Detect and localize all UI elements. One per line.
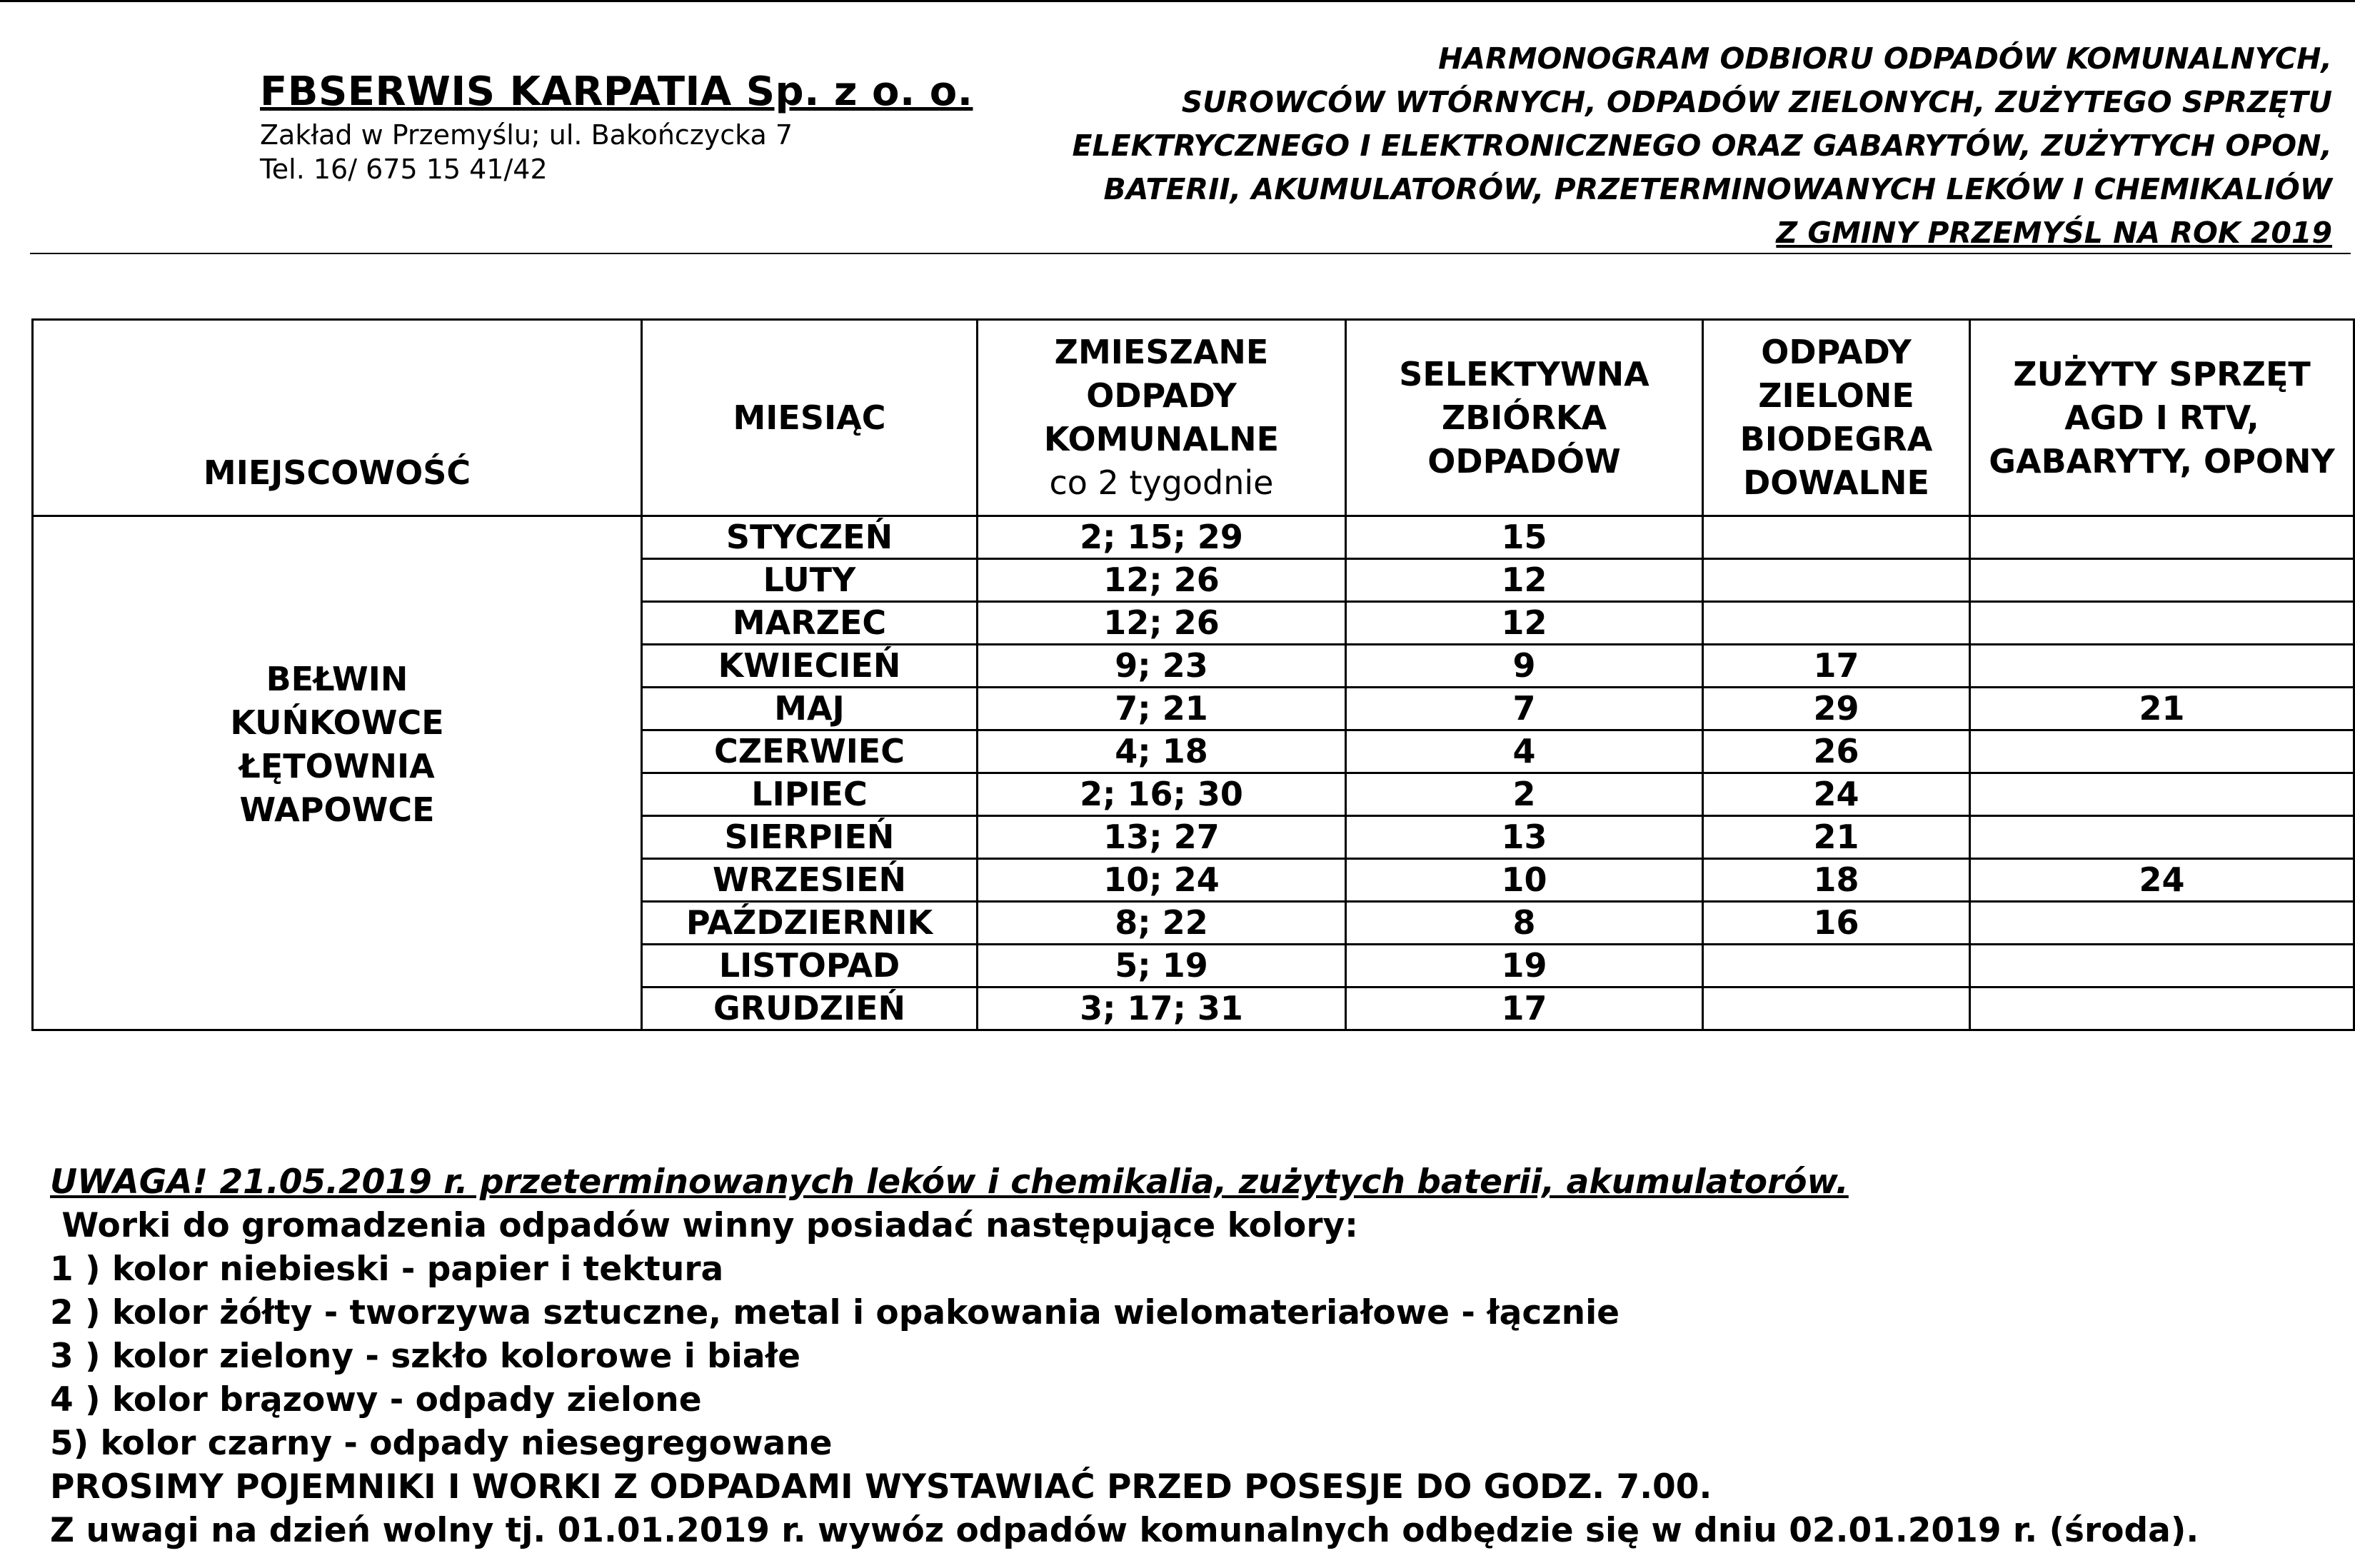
mixed-cell: 2; 16; 30	[978, 773, 1346, 816]
table-row	[33, 516, 2354, 559]
selective-cell: 12	[1346, 602, 1703, 645]
header-mixed-frequency: co 2 tygodnie	[1049, 463, 1274, 502]
bulky-cell	[1970, 730, 2354, 773]
warning-note: UWAGA! 21.05.2019 r. przeterminowanych leków i chemikalia, zużytych baterii, akumulatorów.	[50, 1162, 1849, 1202]
green-cell	[1703, 516, 1970, 559]
header-selective-line: SELEKTYWNA	[1399, 354, 1649, 393]
green-cell: 16	[1703, 902, 1970, 945]
month-cell: LIPIEC	[642, 773, 978, 816]
request-note: PROSIMY POJEMNIKI I WORKI Z ODPADAMI WYSTAWIAĆ PRZED POSESJE DO GODZ. 7.00.	[50, 1467, 1712, 1507]
month-cell: WRZESIEŃ	[642, 859, 978, 902]
green-cell	[1703, 559, 1970, 602]
month-cell: MARZEC	[642, 602, 978, 645]
header-bulky	[1970, 320, 2354, 516]
selective-cell: 10	[1346, 859, 1703, 902]
header-mixed-line: ODPADY	[1086, 376, 1237, 415]
selective-cell: 8	[1346, 902, 1703, 945]
schedule-table	[31, 318, 2355, 1031]
header-green-line: ODPADY	[1761, 333, 1912, 371]
header-selective	[1346, 320, 1703, 516]
town-name: BEŁWIN	[266, 659, 408, 698]
green-cell: 18	[1703, 859, 1970, 902]
header-mixed-line: ZMIESZANE	[1054, 333, 1269, 371]
green-cell: 24	[1703, 773, 1970, 816]
bulky-cell	[1970, 602, 2354, 645]
bulky-cell	[1970, 816, 2354, 859]
bag-color-item: 3 ) kolor zielony - szkło kolorowe i białe	[50, 1337, 800, 1376]
bags-intro: Worki do gromadzenia odpadów winny posiadać następujące kolory:	[50, 1206, 1358, 1245]
month-cell: SIERPIEŃ	[642, 816, 978, 859]
mixed-cell: 9; 23	[978, 645, 1346, 688]
title-line-year: Z GMINY PRZEMYŚL NA ROK 2019	[1776, 216, 2332, 250]
header-mixed	[978, 320, 1346, 516]
header-town: MIEJSCOWOŚĆ	[33, 320, 642, 516]
bulky-cell: 21	[1970, 688, 2354, 730]
green-cell	[1703, 987, 1970, 1030]
selective-cell: 19	[1346, 945, 1703, 987]
mixed-cell: 4; 18	[978, 730, 1346, 773]
separator-line	[30, 253, 2351, 254]
month-cell: KWIECIEŃ	[642, 645, 978, 688]
bulky-cell	[1970, 902, 2354, 945]
mixed-cell: 8; 22	[978, 902, 1346, 945]
title-line: BATERII, AKUMULATORÓW, PRZETERMINOWANYCH LEKÓW I CHEMIKALIÓW	[1103, 172, 2332, 206]
town-name: WAPOWCE	[239, 790, 435, 829]
month-cell: LUTY	[642, 559, 978, 602]
selective-cell: 4	[1346, 730, 1703, 773]
title-line: ELEKTRYCZNEGO I ELEKTRONICZNEGO ORAZ GABARYTÓW, ZUŻYTYCH OPON,	[1072, 129, 2332, 163]
header-selective-line: ZBIÓRKA	[1441, 398, 1607, 437]
notes-block	[50, 1160, 2199, 1552]
green-cell: 17	[1703, 645, 1970, 688]
bulky-cell	[1970, 773, 2354, 816]
mixed-cell: 2; 15; 29	[978, 516, 1346, 559]
month-cell: LISTOPAD	[642, 945, 978, 987]
mixed-cell: 12; 26	[978, 602, 1346, 645]
company-phone: Tel. 16/ 675 15 41/42	[260, 154, 548, 185]
bulky-cell	[1970, 987, 2354, 1030]
month-cell: STYCZEŃ	[642, 516, 978, 559]
bag-color-item: 4 ) kolor brązowy - odpady zielone	[50, 1380, 702, 1419]
mixed-cell: 13; 27	[978, 816, 1346, 859]
header-selective-line: ODPADÓW	[1427, 441, 1621, 481]
holiday-note: Z uwagi na dzień wolny tj. 01.01.2019 r. wywóz odpadów komunalnych odbędzie się w dniu 02.01.2019 r. (środa).	[50, 1511, 2199, 1550]
mixed-cell: 10; 24	[978, 859, 1346, 902]
title-line: SUROWCÓW WTÓRNYCH, ODPADÓW ZIELONYCH, ZUŻYTEGO SPRZĘTU	[1181, 85, 2332, 119]
bulky-cell: 24	[1970, 859, 2354, 902]
header-bulky-line: ZUŻYTY SPRZĘT	[2013, 354, 2311, 393]
bulky-cell	[1970, 559, 2354, 602]
green-cell	[1703, 602, 1970, 645]
bulky-cell	[1970, 945, 2354, 987]
header-green-line: BIODEGRA	[1739, 420, 1933, 458]
header-bulky-line: GABARYTY, OPONY	[1989, 441, 2335, 481]
mixed-cell: 12; 26	[978, 559, 1346, 602]
bag-color-item: 2 ) kolor żółty - tworzywa sztuczne, metal i opakowania wielomateriałowe - łącznie	[50, 1293, 1620, 1332]
green-cell: 26	[1703, 730, 1970, 773]
selective-cell: 7	[1346, 688, 1703, 730]
table-header-row	[33, 320, 2354, 516]
top-border-line	[0, 0, 2355, 2]
header-green-line: ZIELONE	[1758, 376, 1914, 415]
document-title	[1033, 37, 2332, 255]
month-cell: MAJ	[642, 688, 978, 730]
town-name: ŁĘTOWNIA	[239, 746, 435, 785]
company-block	[260, 69, 973, 185]
mixed-cell: 7; 21	[978, 688, 1346, 730]
month-cell: GRUDZIEŃ	[642, 987, 978, 1030]
header-month: MIESIĄC	[642, 320, 978, 516]
towns-cell	[33, 516, 642, 1030]
selective-cell: 12	[1346, 559, 1703, 602]
green-cell: 29	[1703, 688, 1970, 730]
header-bulky-line: AGD I RTV,	[2064, 398, 2259, 437]
mixed-cell: 5; 19	[978, 945, 1346, 987]
company-address: Zakład w Przemyślu; ul. Bakończycka 7	[260, 119, 793, 151]
town-name: KUŃKOWCE	[230, 703, 444, 742]
selective-cell: 17	[1346, 987, 1703, 1030]
mixed-cell: 3; 17; 31	[978, 987, 1346, 1030]
selective-cell: 2	[1346, 773, 1703, 816]
company-name: FBSERWIS KARPATIA Sp. z o. o.	[260, 69, 973, 115]
month-cell: CZERWIEC	[642, 730, 978, 773]
header-green	[1703, 320, 1970, 516]
bag-color-item: 1 ) kolor niebieski - papier i tektura	[50, 1250, 724, 1289]
header-mixed-line: KOMUNALNE	[1043, 420, 1280, 458]
selective-cell: 9	[1346, 645, 1703, 688]
title-line: HARMONOGRAM ODBIORU ODPADÓW KOMUNALNYCH,	[1438, 41, 2332, 76]
month-cell: PAŹDZIERNIK	[642, 902, 978, 945]
bulky-cell	[1970, 645, 2354, 688]
green-cell	[1703, 945, 1970, 987]
green-cell: 21	[1703, 816, 1970, 859]
selective-cell: 13	[1346, 816, 1703, 859]
header-green-line: DOWALNE	[1743, 463, 1929, 502]
selective-cell: 15	[1346, 516, 1703, 559]
bag-color-item: 5) kolor czarny - odpady niesegregowane	[50, 1424, 833, 1463]
bulky-cell	[1970, 516, 2354, 559]
